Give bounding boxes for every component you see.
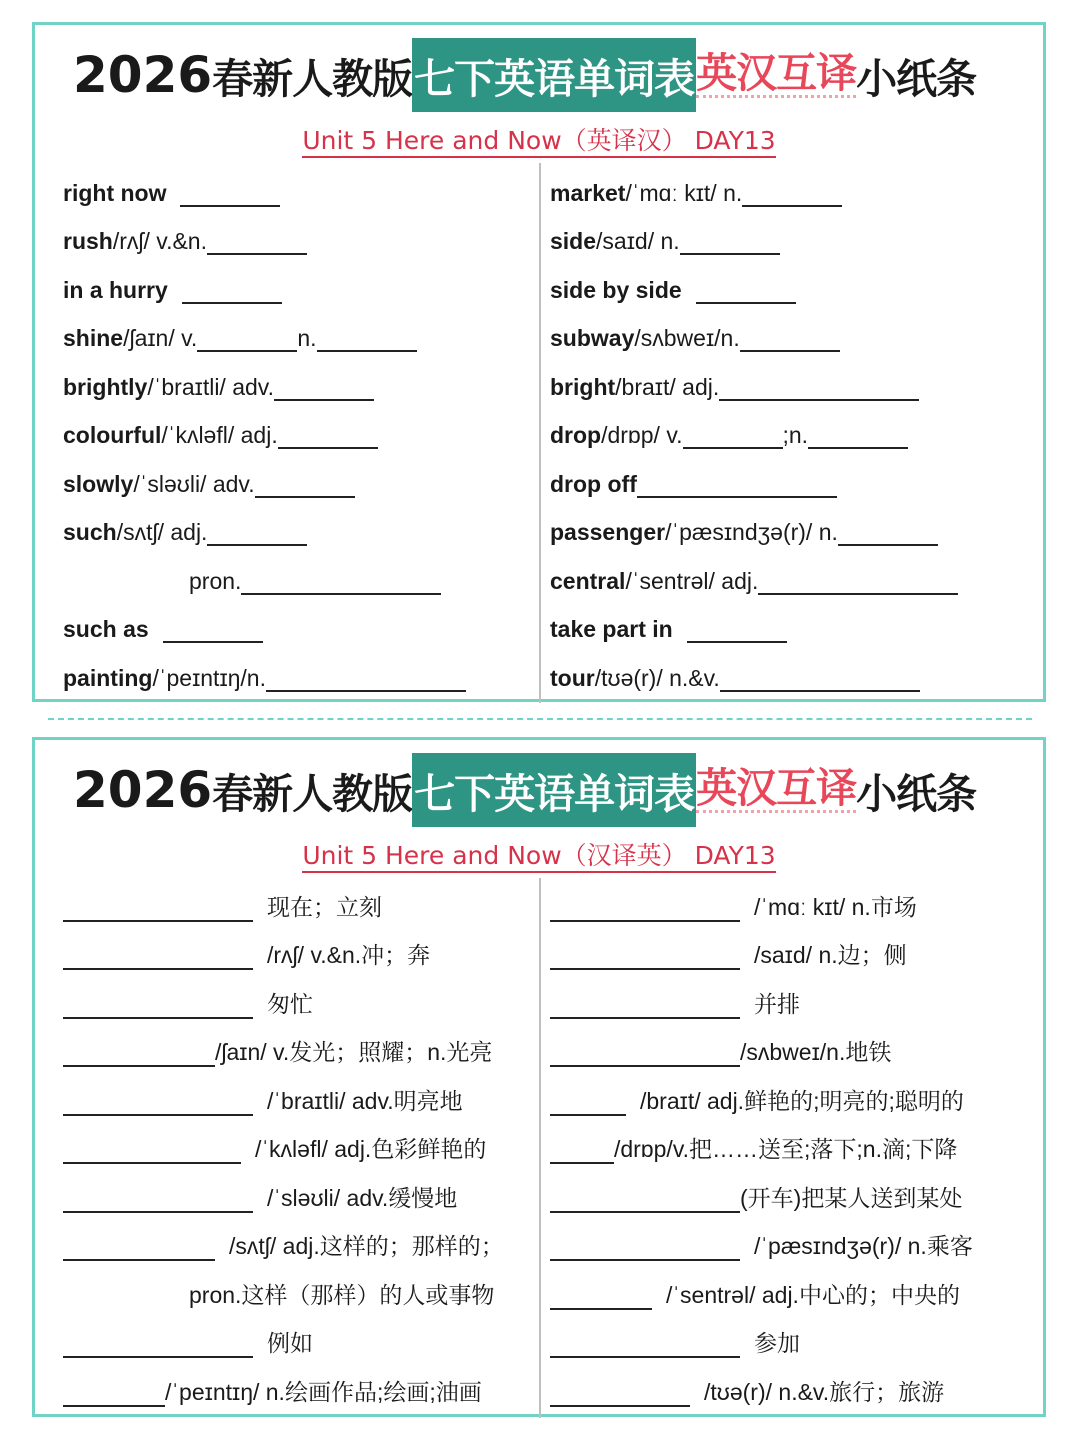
vocab-row <box>63 1086 463 1116</box>
answer-blank[interactable] <box>241 571 441 595</box>
answer-blank[interactable] <box>550 1043 740 1067</box>
unit-subtitle-text: Unit 5 Here and Now（英译汉） DAY13 <box>302 126 775 158</box>
phonetic: /drɒp/ v. <box>601 422 683 448</box>
vocab-word: brightly <box>63 374 148 400</box>
vocab-row <box>550 468 837 498</box>
vocab-row <box>550 940 907 970</box>
vocab-row <box>63 1377 482 1407</box>
worksheet-cn-to-en <box>32 737 1046 1417</box>
meaning: 例如 <box>267 1330 313 1356</box>
answer-blank[interactable] <box>63 1383 165 1407</box>
phonetic: /tʊə(r)/ n.&v. <box>594 665 720 691</box>
vocab-row <box>63 322 417 352</box>
phonetic: /ˈsləʊli/ adv. <box>133 471 255 497</box>
answer-blank[interactable] <box>687 619 787 643</box>
answer-blank[interactable] <box>63 1334 253 1358</box>
meaning: /tʊə(r)/ n.&v.旅行；旅游 <box>704 1379 945 1405</box>
answer-blank[interactable] <box>720 668 920 692</box>
answer-blank[interactable] <box>758 571 958 595</box>
vocab-row <box>550 662 920 692</box>
vocab-row <box>63 419 378 449</box>
meaning: /ˈsləʊli/ adv.缓慢地 <box>267 1185 458 1211</box>
phonetic: /braɪt/ adj. <box>615 374 720 400</box>
vocab-row <box>63 225 307 255</box>
vocab-row <box>550 1183 962 1213</box>
answer-blank[interactable] <box>180 183 280 207</box>
answer-blank[interactable] <box>278 425 378 449</box>
answer-blank[interactable] <box>63 995 253 1019</box>
vocab-word: shine <box>63 325 124 351</box>
answer-blank[interactable] <box>550 1286 652 1310</box>
vocab-word: drop <box>550 422 602 448</box>
column-divider <box>539 163 541 703</box>
unit-subtitle-text: Unit 5 Here and Now（汉译英） DAY13 <box>302 841 775 873</box>
vocab-word: rush <box>63 228 113 254</box>
phonetic: /ˈkʌləfl/ adj. <box>161 422 278 448</box>
pos-noun: ;n. <box>782 422 809 448</box>
answer-blank[interactable] <box>808 425 908 449</box>
phonetic: /ˈsentrəl/ adj. <box>625 568 759 594</box>
vocab-row <box>189 1280 494 1310</box>
phonetic: /ʃaɪn/ v. <box>123 325 198 351</box>
phonetic: /ˈmɑː kɪt/ n. <box>625 180 743 206</box>
vocab-row <box>550 1086 964 1116</box>
vocab-row <box>63 940 430 970</box>
vocab-row <box>63 1231 504 1261</box>
answer-blank[interactable] <box>740 328 840 352</box>
vocab-row <box>550 1280 960 1310</box>
vocab-row <box>63 468 355 498</box>
title-red: 英汉互译 <box>696 48 857 97</box>
vocab-row <box>63 371 374 401</box>
pos-noun: n. <box>297 325 317 351</box>
answer-blank[interactable] <box>63 1189 253 1213</box>
answer-blank[interactable] <box>63 1237 215 1261</box>
meaning: pron.这样（那样）的人或事物 <box>189 1282 495 1308</box>
page-title <box>73 43 976 107</box>
meaning: /ʃaɪn/ v.发光；照耀；n.光亮 <box>215 1039 493 1065</box>
vocab-word: colourful <box>63 422 162 448</box>
meaning: /sʌbweɪ/n.地铁 <box>740 1039 892 1065</box>
answer-blank[interactable] <box>63 898 253 922</box>
vocab-row <box>189 565 441 595</box>
vocab-row <box>63 1183 457 1213</box>
vocab-word: side by side <box>550 277 682 303</box>
page-title <box>73 758 976 822</box>
answer-blank[interactable] <box>63 946 253 970</box>
answer-blank[interactable] <box>550 1237 740 1261</box>
title-part1: 春新人教版 <box>212 54 413 103</box>
vocab-row <box>63 1037 492 1067</box>
title-end: 小纸条 <box>856 54 977 103</box>
unit-subtitle <box>35 836 1043 872</box>
vocab-word: painting <box>63 665 153 691</box>
meaning: /ˈsentrəl/ adj.中心的；中央的 <box>666 1282 960 1308</box>
answer-blank[interactable] <box>207 522 307 546</box>
answer-blank[interactable] <box>255 474 355 498</box>
meaning: 参加 <box>754 1330 800 1356</box>
phonetic: /ˈbraɪtli/ adv. <box>147 374 274 400</box>
vocab-row <box>550 371 919 401</box>
vocab-word: slowly <box>63 471 134 497</box>
answer-blank[interactable] <box>696 280 796 304</box>
vocab-row <box>63 177 280 207</box>
unit-subtitle <box>35 121 1043 157</box>
answer-blank[interactable] <box>550 1092 626 1116</box>
answer-blank[interactable] <box>742 183 842 207</box>
answer-blank[interactable] <box>274 377 374 401</box>
vocab-row <box>63 1328 313 1358</box>
vocab-row <box>550 225 780 255</box>
vocab-word: market <box>550 180 626 206</box>
vocab-word: tour <box>550 665 595 691</box>
title-year: 2026 <box>73 761 213 819</box>
meaning: 并排 <box>754 991 800 1017</box>
answer-blank[interactable] <box>266 668 466 692</box>
title-year: 2026 <box>73 46 213 104</box>
vocab-row <box>63 1134 486 1164</box>
meaning: 现在；立刻 <box>267 894 382 920</box>
vocab-row <box>550 892 917 922</box>
vocab-row <box>550 322 840 352</box>
vocab-row <box>63 989 313 1019</box>
vocab-word: drop off <box>550 471 637 497</box>
vocab-row <box>550 419 908 449</box>
vocab-word: right now <box>63 180 167 206</box>
vocab-row <box>550 1037 891 1067</box>
vocab-row <box>550 613 787 643</box>
meaning: /ˈpæsɪndʒə(r)/ n.乘客 <box>754 1233 973 1259</box>
title-highlight: 七下英语单词表 <box>412 38 696 112</box>
vocab-row <box>63 516 307 546</box>
vocab-word: bright <box>550 374 616 400</box>
vocab-row <box>550 989 800 1019</box>
vocab-row <box>63 892 382 922</box>
answer-blank[interactable] <box>637 474 837 498</box>
answer-blank[interactable] <box>680 231 780 255</box>
answer-blank[interactable] <box>550 898 740 922</box>
vocab-word: central <box>550 568 626 594</box>
answer-blank[interactable] <box>550 1383 690 1407</box>
answer-blank[interactable] <box>207 231 307 255</box>
vocab-word: such as <box>63 616 149 642</box>
title-end: 小纸条 <box>856 769 977 818</box>
answer-blank[interactable] <box>63 1140 241 1164</box>
meaning: /ˈpeɪntɪŋ/ n.绘画作品;绘画;油画 <box>165 1379 482 1405</box>
answer-blank[interactable] <box>63 1043 215 1067</box>
vocab-word: in a hurry <box>63 277 168 303</box>
meaning: 匆忙 <box>267 991 313 1017</box>
answer-blank[interactable] <box>550 995 740 1019</box>
answer-blank[interactable] <box>550 1140 614 1164</box>
answer-blank[interactable] <box>182 280 282 304</box>
answer-blank[interactable] <box>683 425 783 449</box>
meaning: /ˈmɑː kɪt/ n.市场 <box>754 894 917 920</box>
answer-blank[interactable] <box>550 1334 740 1358</box>
phonetic: /sʌtʃ/ adj. <box>116 519 208 545</box>
vocab-word: take part in <box>550 616 673 642</box>
title-part1: 春新人教版 <box>212 769 413 818</box>
phonetic: /rʌʃ/ v.&n. <box>112 228 207 254</box>
answer-blank[interactable] <box>63 1092 253 1116</box>
vocab-word: side <box>550 228 597 254</box>
vocab-row <box>550 1231 973 1261</box>
answer-blank[interactable] <box>197 328 297 352</box>
pos-pron: pron. <box>189 568 242 594</box>
cut-line <box>48 718 1032 720</box>
meaning: /rʌʃ/ v.&n.冲；奔 <box>267 942 431 968</box>
phonetic: /ˈpeɪntɪŋ/n. <box>152 665 266 691</box>
vocab-row <box>63 613 263 643</box>
vocab-row <box>63 274 282 304</box>
meaning: /ˈbraɪtli/ adv.明亮地 <box>267 1088 463 1114</box>
meaning: /drɒp/v.把……送至;落下;n.滴;下降 <box>614 1136 958 1162</box>
phonetic: /ˈpæsɪndʒə(r)/ n. <box>665 519 838 545</box>
vocab-word: subway <box>550 325 635 351</box>
answer-blank[interactable] <box>838 522 938 546</box>
vocab-word: such <box>63 519 117 545</box>
vocab-row <box>550 1377 944 1407</box>
answer-blank[interactable] <box>550 1189 740 1213</box>
vocab-row <box>550 565 958 595</box>
meaning: /saɪd/ n.边；侧 <box>754 942 907 968</box>
vocab-row <box>63 662 466 692</box>
column-divider <box>539 878 541 1418</box>
phonetic: /sʌbweɪ/n. <box>634 325 740 351</box>
title-red: 英汉互译 <box>696 763 857 812</box>
vocab-row <box>550 1134 957 1164</box>
meaning: /ˈkʌləfl/ adj.色彩鲜艳的 <box>255 1136 487 1162</box>
meaning: /braɪt/ adj.鲜艳的;明亮的;聪明的 <box>640 1088 964 1114</box>
meaning: (开车)把某人送到某处 <box>740 1185 963 1211</box>
answer-blank[interactable] <box>719 377 919 401</box>
phonetic: /saɪd/ n. <box>596 228 680 254</box>
vocab-word: passenger <box>550 519 666 545</box>
title-highlight: 七下英语单词表 <box>412 753 696 827</box>
meaning: /sʌtʃ/ adj.这样的；那样的； <box>229 1233 504 1259</box>
answer-blank[interactable] <box>163 619 263 643</box>
vocab-row <box>550 516 938 546</box>
vocab-row <box>550 177 842 207</box>
vocab-row <box>550 1328 800 1358</box>
vocab-row <box>550 274 796 304</box>
answer-blank[interactable] <box>550 946 740 970</box>
answer-blank[interactable] <box>317 328 417 352</box>
worksheet-en-to-cn <box>32 22 1046 702</box>
